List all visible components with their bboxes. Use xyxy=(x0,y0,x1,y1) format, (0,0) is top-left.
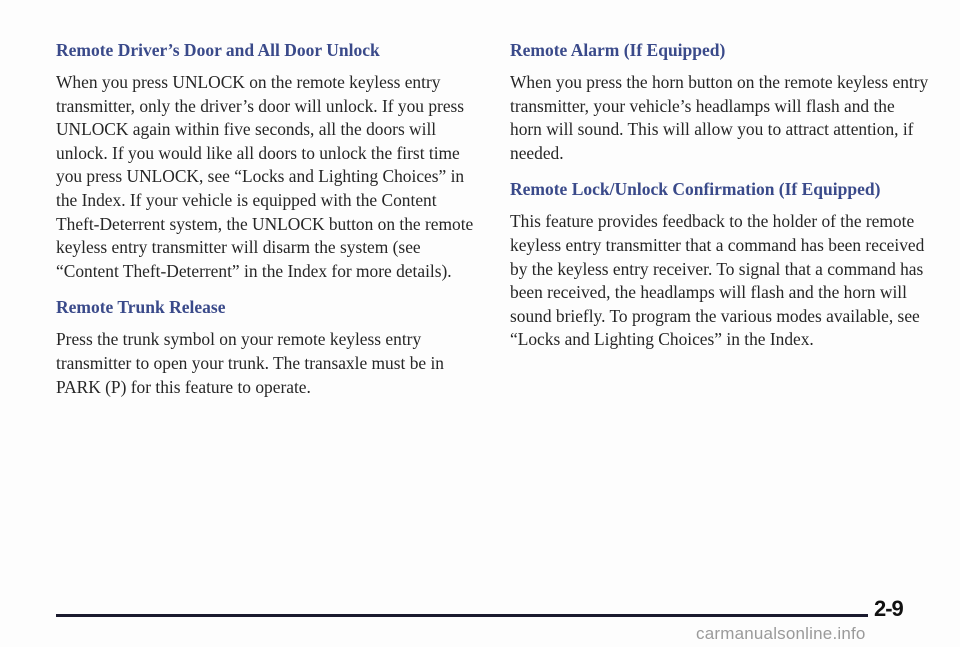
left-column xyxy=(56,40,476,413)
right-column xyxy=(510,40,930,366)
section-heading-driver-door-unlock: Remote Driver’s Door and All Door Unlock xyxy=(56,40,380,60)
footer-rule xyxy=(56,614,868,617)
page-number: 2-9 xyxy=(874,596,903,621)
section-body-lock-unlock-confirmation: This feature provides feedback to the holder of the remote keyless entry transmitter that a command has been received by the keyless entry receiver. To signal that a command has been received, the headlamps will flash and the horn will sound briefly. To program the various modes available, see “Locks and Lighting Choices” in the Index. xyxy=(510,211,925,350)
section-body-trunk-release: Press the trunk symbol on your remote keyless entry transmitter to open your trunk. The transaxle must be in PARK (P) for this feature to operate. xyxy=(56,329,444,397)
watermark-text: carmanualsonline.info xyxy=(696,624,866,643)
section-body-remote-alarm: When you press the horn button on the remote keyless entry transmitter, your vehicle’s headlamps will flash and the horn will sound. This will allow you to attract attention, if needed. xyxy=(510,72,929,163)
section-body-driver-door-unlock: When you press UNLOCK on the remote keyless entry transmitter, only the driver’s door will unlock. If you press UNLOCK again within five seconds, all the doors will unlock. If you would like all doors to unlock the first time you press UNLOCK, see “Locks and Lighting Choices” in the Index. If your vehicle is equipped with the Content Theft-Deterrent system, the UNLOCK button on the remote keyless entry transmitter will disarm the system (see “Content Theft-Deterrent” in the Index for more details). xyxy=(56,72,474,281)
section-heading-trunk-release: Remote Trunk Release xyxy=(56,297,226,318)
section-heading-remote-alarm: Remote Alarm (If Equipped) xyxy=(510,40,726,60)
section-heading-lock-unlock-confirmation: Remote Lock/Unlock Confirmation (If Equipped) xyxy=(510,179,881,200)
